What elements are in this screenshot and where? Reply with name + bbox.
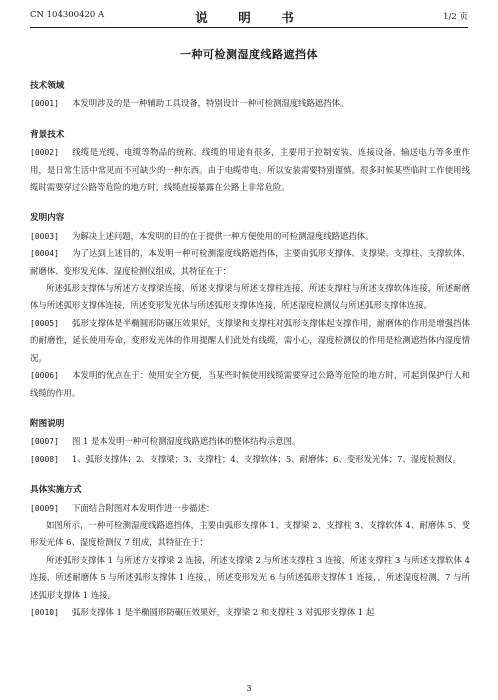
paragraph-0007 [30, 433, 470, 450]
paragraph-text: 弧形支撑体 1 是半椭圆形防碾压效果好，支撑梁 2 和支撑柱 3 对弧形支撑体 1 起 [72, 606, 375, 617]
paragraph-0004-continued: 所述弧形支撑体与所述方支撑梁连接，所述支撑梁与所述支撑柱连接，所述支撑柱与所述支撑软体连接，所述耐磨体与所述弧形支撑体连接，所述变形发光体与所述弧形支撑体连接，所述湿度检测仪与所述弧形支撑体连接。 [30, 283, 470, 311]
section-heading-drawings: 附图说明 [30, 418, 65, 429]
paragraph-0009-continued-2: 所述弧形支撑体 1 与所述方支撑梁 2 连接，所述支撑梁 2 与所述支撑柱 3 连接，所述支撑柱 3 与所述支撑软体 4 连接，所述耐磨体 5 与所述弧形支撑体 1 连接，，所述变形发光 6 与所述弧形支撑体 1 连接，，所述湿度检测，7 与所述弧形支撑体 1 连接。 [30, 554, 470, 600]
paragraph-0009-continued: 如图所示，一种可检测湿度线路遮挡体，主要由弧形支撑体 1、支撑梁 2、支撑柱 3、支撑软体 4、耐磨体 5、变形发光体 6、湿度检测仪 7 组成，其特征在于： [30, 519, 470, 548]
doc-type: 说 明 书 [195, 10, 303, 25]
paragraph-number: [0001] [30, 99, 59, 109]
paragraph-0001 [30, 95, 470, 112]
paragraph-0006 [30, 367, 470, 402]
paragraph-text: 1、弧形支撑体；2、支撑梁；3、支撑柱；4、支撑软体；5、耐磨体；6、变形发光体；7、湿度检测仪。 [72, 453, 462, 464]
paragraph-number: [0005] [30, 318, 59, 328]
paragraph-number: [0004] [30, 249, 59, 259]
section-heading-embodiment: 具体实施方式 [30, 485, 82, 496]
section-heading-tech-field: 技术领域 [30, 81, 65, 91]
doc-number: CN 104300420 A [30, 10, 105, 20]
paragraph-text: 为了达到上述目的，本发明一种可检测湿度线路遮挡体，主要由弧形支撑体、支撑梁、支撑柱、支撑软体、耐磨体、变形发光体、湿度检测仪组成，其特征在于： [30, 248, 470, 276]
paragraph-0002 [30, 144, 470, 196]
paragraph-number: [0010] [30, 607, 59, 617]
document-body [30, 78, 470, 621]
paragraph-number: [0006] [30, 371, 59, 381]
header-rule [30, 27, 468, 28]
paragraph-text: 为解决上述问题，本发明的目的在于提供一种方便使用的可检测湿度线路遮挡体。 [72, 230, 374, 241]
paragraph-text: 本发明的优点在于：使用安全方便，当某些时候使用线缆需要穿过公路等危险的地方时，可起到保护行人和线缆的作用。 [30, 370, 470, 398]
paragraph-text: 弧形支撑体是半椭圆形防碾压效果好，支撑梁和支撑柱对弧形支撑体起支撑作用，耐磨体的作用是增强挡体的耐磨性，延长使用寿命，变形发光体的作用提醒人们此处有线缆，需小心，湿度检测仪的作用是检测遮挡体内湿度情况。 [30, 317, 470, 363]
paragraph-0005 [30, 315, 470, 367]
page-info: 1/2 页 [443, 12, 468, 22]
paragraph-number: [0002] [30, 148, 59, 158]
paragraph-text: 图 1 是本发明一种可检测湿度线路遮挡体的整体结构示意图。 [72, 436, 301, 447]
paragraph-0008 [30, 451, 470, 468]
page-header [30, 8, 468, 24]
paragraph-number: [0003] [30, 231, 59, 241]
paragraph-number: [0007] [30, 437, 59, 447]
paragraph-text: 下面结合附图对本发明作进一步描述： [72, 502, 215, 513]
paragraph-number: [0009] [30, 503, 59, 513]
section-heading-summary: 发明内容 [30, 213, 65, 224]
paragraph-number: [0008] [30, 454, 59, 464]
paragraph-0004 [30, 245, 470, 280]
paragraph-0010 [30, 604, 470, 621]
paragraph-0003 [30, 228, 470, 245]
paragraph-text: 线缆是光缆、电缆等物品的统称。线缆的用途有很多，主要用于控制安装、连接设备、输送电力等多重作用，是日常生活中常见而不可缺少的一种东西。由于电缆带电，所以安装需要特别谨慎。很多时候某些临时工作使用线缆时需要穿过公路等危险的地方时，线缆直接暴露在公路上非常危险。 [30, 147, 470, 193]
document-title: 一种可检测湿度线路遮挡体 [180, 48, 318, 61]
paragraph-text: 本发明涉及的是一种辅助工具设备，特别设计一种可检测湿度线路遮挡体。 [72, 98, 349, 109]
paragraph-0009 [30, 500, 470, 517]
page-number: 3 [246, 684, 252, 693]
section-heading-background: 背景技术 [30, 129, 65, 140]
